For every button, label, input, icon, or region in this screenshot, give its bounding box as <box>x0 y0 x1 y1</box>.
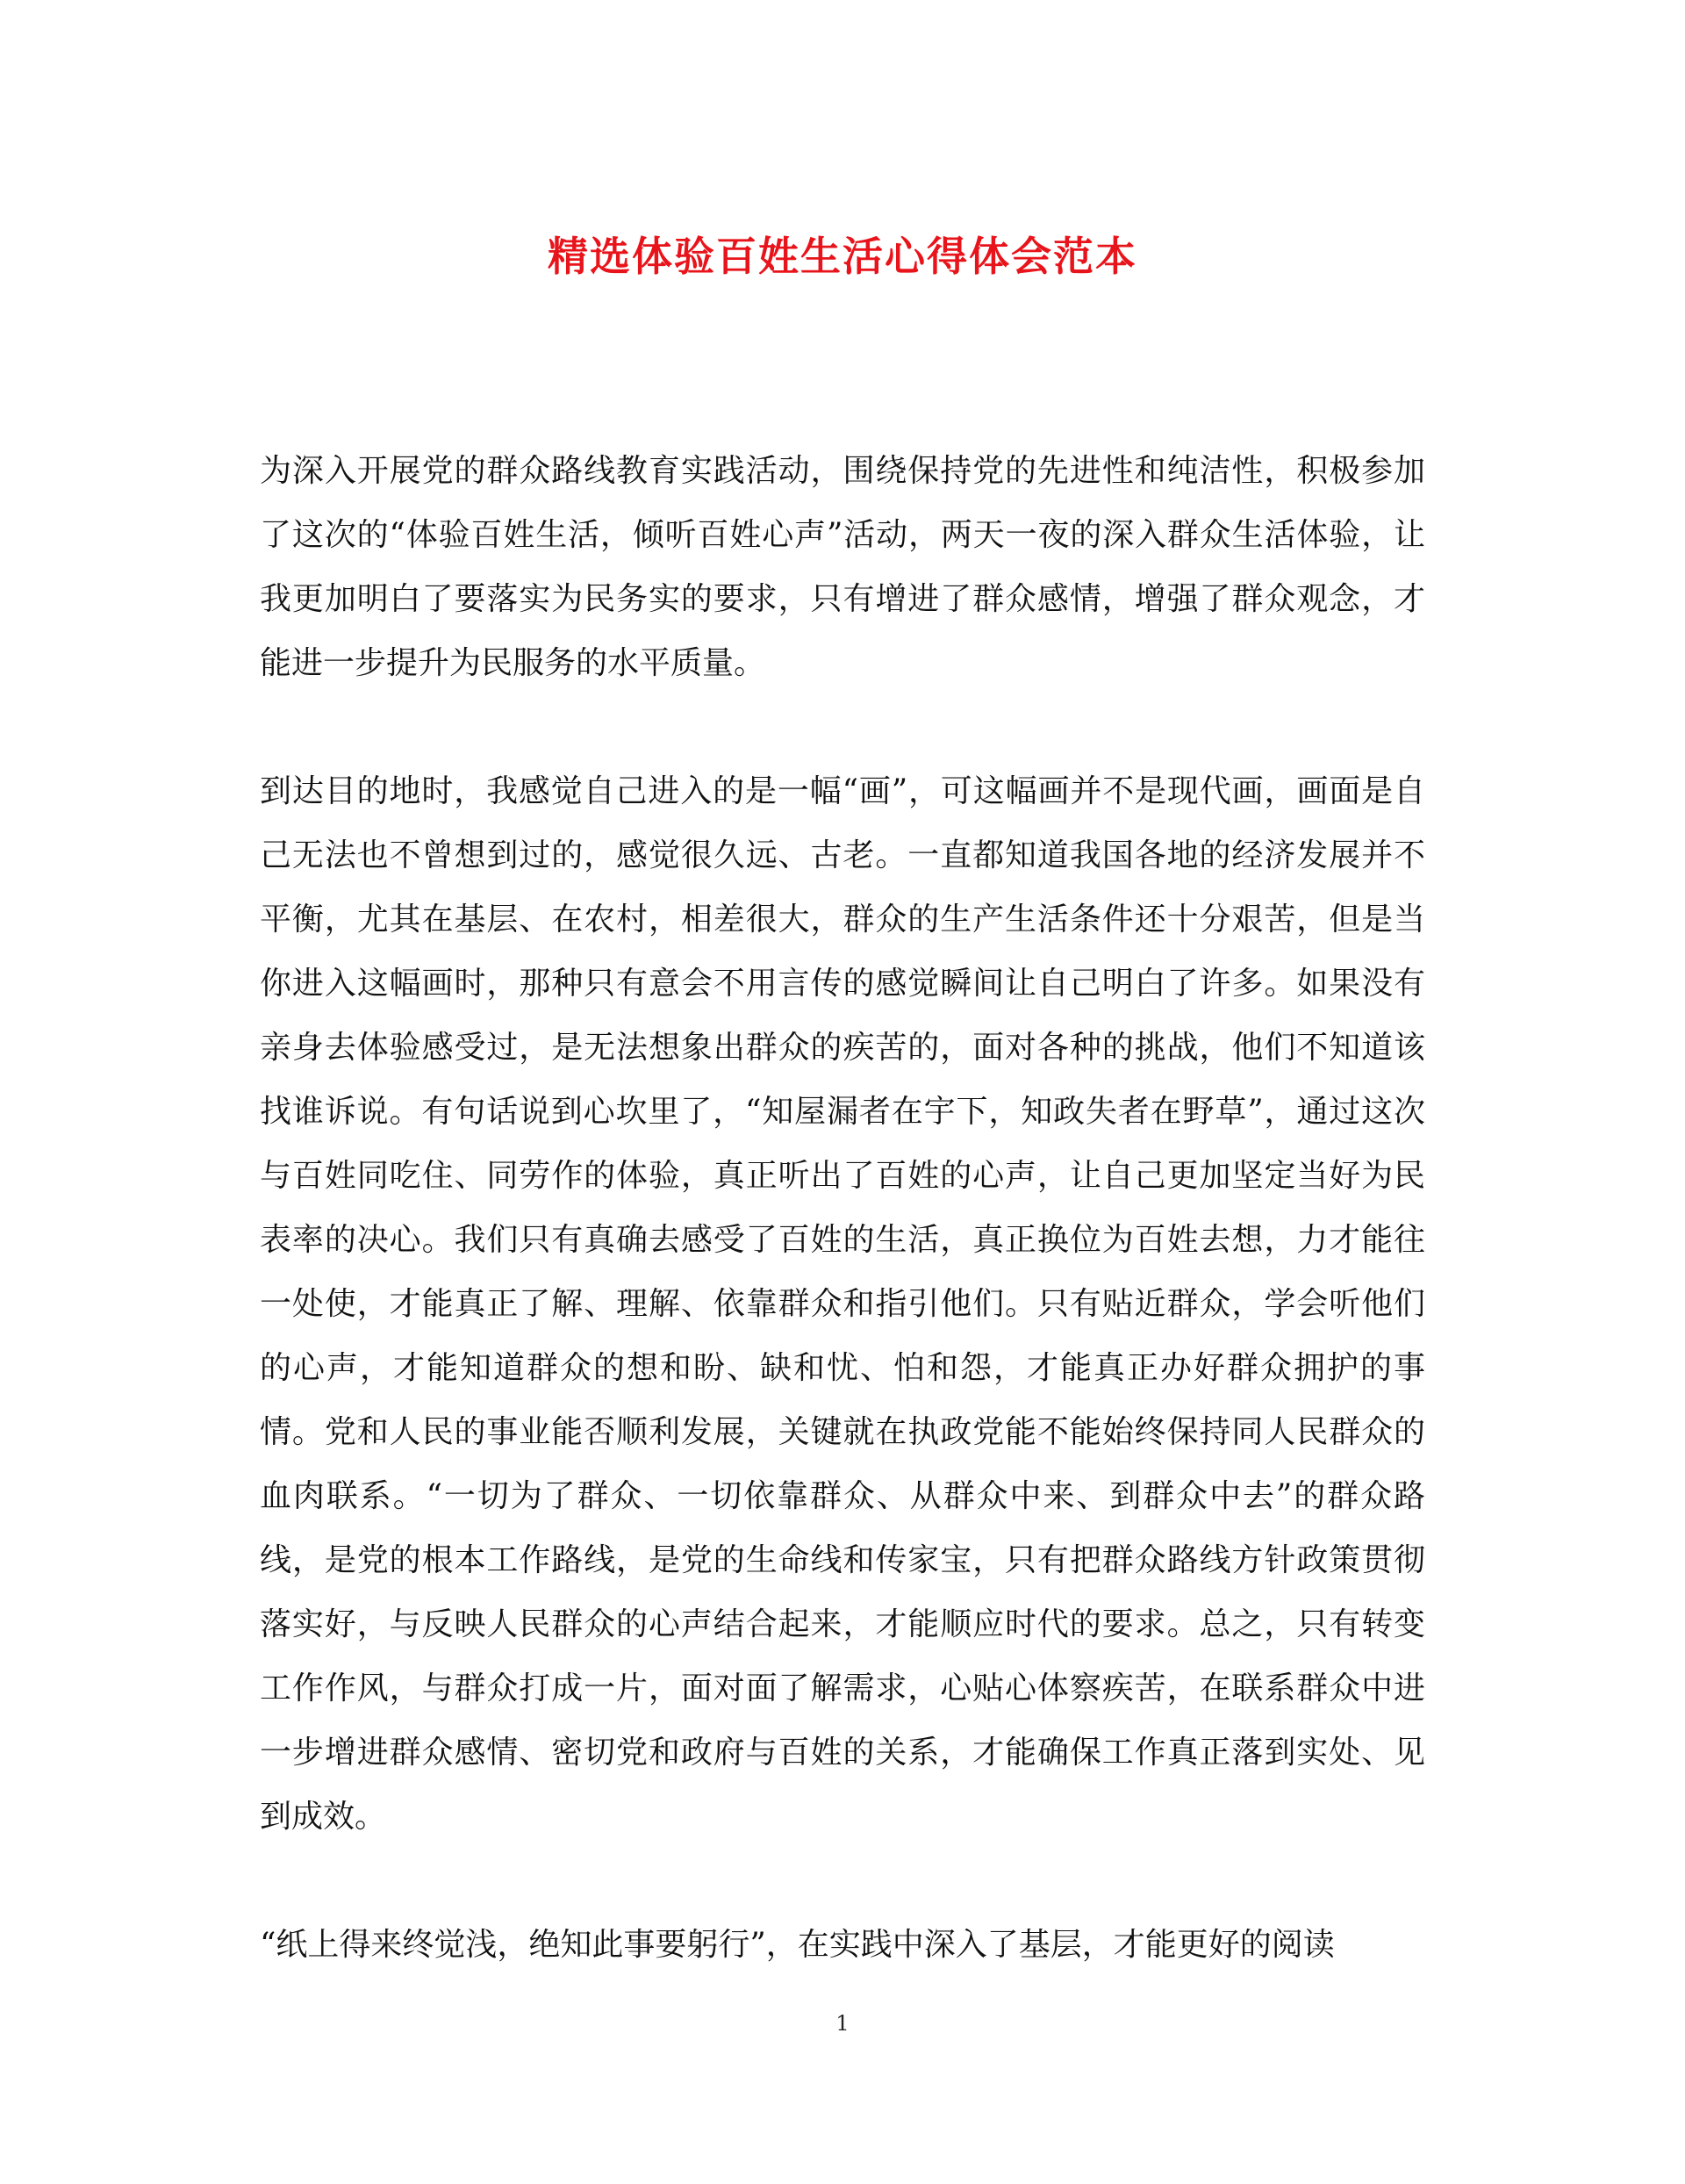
paragraph-3: “纸上得来终觉浅，绝知此事要躬行”，在实践中深入了基层，才能更好的阅读 <box>260 1927 1335 1963</box>
paragraph-2: 到达目的地时，我感觉自己进入的是一幅“画”，可这幅画并不是现代画，画面是自己无法也不曾想到过的，感觉很久远、古老。一直都知道我国各地的经济发展并不平衡，尤其在基层、在农村，相差很大，群众的生产生活条件还十分艰苦，但是当你进入这幅画时，那种只有意会不用言传的感觉瞬间让自己明白了许多。如果没有亲身去体验感受过，是无法想象出群众的疾苦的，面对各种的挑战，他们不知道该找谁诉说。有句话说到心坎里了，“知屋漏者在宇下，知政失者在野草”，通过这次与百姓同吃住、同劳作的体验，真正听出了百姓的心声，让自己更加坚定当好为民表率的决心。我们只有真确去感受了百姓的生活，真正换位为百姓去想，力才能往一处使，才能真正了解、理解、依靠群众和指引他们。只有贴近群众，学会听他们的心声，才能知道群众的想和盼、缺和忧、怕和怨，才能真正办好群众拥护的事情。党和人民的事业能否顺利发展，关键就在执政党能不能始终保持同人民群众的血肉联系。“一切为了群众、一切依靠群众、从群众中来、到群众中去”的群众路线，是党的根本工作路线，是党的生命线和传家宝，只有把群众路线方针政策贯彻落实好，与反映人民群众的心声结合起来，才能顺应时代的要求。总之，只有转变工作作风，与群众打成一片，面对面了解需求，心贴心体察疾苦，在联系群众中进一步增进群众感情、密切党和政府与百姓的关系，才能确保工作真正落到实处、见到成效。 <box>260 773 1425 1835</box>
paragraph-1: 为深入开展党的群众路线教育实践活动，围绕保持党的先进性和纯洁性，积极参加了这次的“体验百姓生活，倾听百姓心声”活动，两天一夜的深入群众生活体验，让我更加明白了要落实为民务实的要求，只有增进了群众感情，增强了群众观念，才能进一步提升为民服务的水平质量。 <box>260 453 1425 681</box>
document-title: 精选体验百姓生活心得体会范本 <box>548 233 1137 280</box>
page-number: 1 <box>835 2011 850 2036</box>
document-body <box>260 439 1425 1977</box>
